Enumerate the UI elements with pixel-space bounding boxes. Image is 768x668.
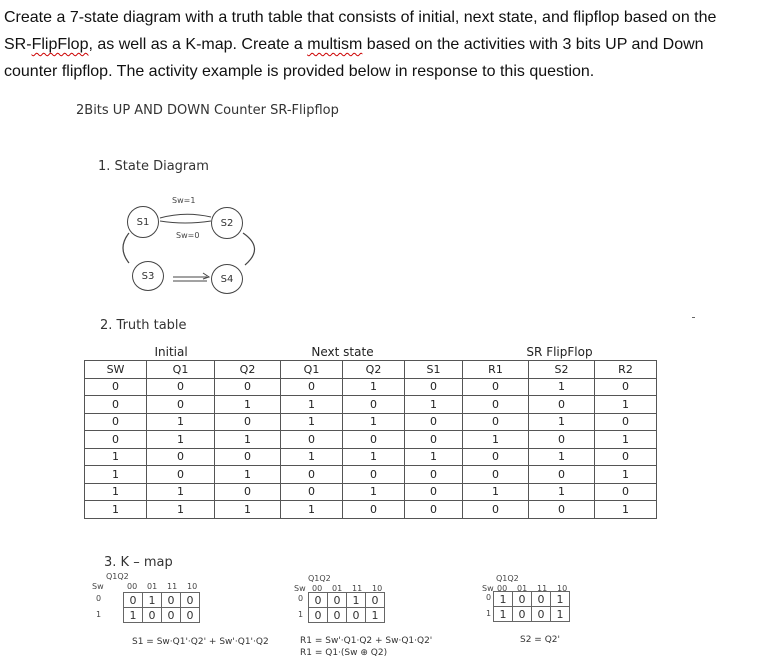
truth-table-cell: 0 <box>215 483 281 501</box>
truth-table-cell: 1 <box>215 396 281 414</box>
truth-table-row <box>85 501 657 519</box>
truth-table-header-cell: Q2 <box>343 361 405 379</box>
kmap-corner-top: Q1Q2 <box>106 572 129 581</box>
kmap-cell: 0 <box>532 607 551 622</box>
kmap-row-label: 0 <box>96 594 102 603</box>
state-s3: S3 <box>132 261 164 291</box>
truth-table-cell: 0 <box>85 378 147 396</box>
kmap-grid <box>308 592 385 623</box>
kmap-cell: 1 <box>551 592 570 607</box>
kmap-col-label: 00 <box>497 584 508 593</box>
kmap-cell: 0 <box>309 593 328 608</box>
truth-table-cell: 1 <box>281 448 343 466</box>
kmap-cell: 0 <box>328 593 347 608</box>
truth-table-cell: 1 <box>85 483 147 501</box>
truth-table-cell: 1 <box>85 501 147 519</box>
state-s1: S1 <box>127 206 159 238</box>
kmap-row <box>494 592 570 607</box>
truth-table-cell: 0 <box>215 378 281 396</box>
document-title: 2Bits UP AND DOWN Counter SR-Flipflop <box>76 103 339 118</box>
kmap-cell: 1 <box>494 592 513 607</box>
truth-table-cell: 0 <box>215 448 281 466</box>
truth-table-cell: 1 <box>147 431 215 449</box>
truth-table-cell: 1 <box>595 431 657 449</box>
truth-table-cell: 0 <box>343 501 405 519</box>
kmap-cell: 0 <box>366 593 385 608</box>
kmap-corner-left: Sw <box>482 584 494 593</box>
kmap-cell: 0 <box>513 592 532 607</box>
truth-table-cell: 0 <box>595 413 657 431</box>
kmap-cell: 1 <box>494 607 513 622</box>
truth-table-header-cell: S2 <box>529 361 595 379</box>
truth-table-cell: 0 <box>463 466 529 484</box>
truth-table-cell: 0 <box>343 431 405 449</box>
truth-table-cell: 0 <box>281 431 343 449</box>
truth-table-cell: 0 <box>281 483 343 501</box>
kmap-col-label: 11 <box>352 584 363 593</box>
kmap-row <box>494 607 570 622</box>
truth-table-cell: 1 <box>405 448 463 466</box>
truth-table-row <box>85 448 657 466</box>
kmap-row-label: 0 <box>298 594 304 603</box>
kmap-col-label: 00 <box>127 582 138 591</box>
truth-table-cell: 1 <box>281 501 343 519</box>
kmap-col-label: 10 <box>557 584 568 593</box>
truth-table-cell: 0 <box>405 431 463 449</box>
truth-table-row <box>85 396 657 414</box>
truth-table-cell: 0 <box>147 466 215 484</box>
section-state-diagram: 1. State Diagram <box>98 159 209 174</box>
kmap-r1-equation-simplified: R1 = Q1·(Sw ⊕ Q2) <box>300 648 388 658</box>
kmap-col-label: 10 <box>372 584 383 593</box>
truth-table-header-cell: SW <box>85 361 147 379</box>
kmap-cell: 0 <box>532 592 551 607</box>
transition-label-up: Sw=1 <box>172 196 196 205</box>
question-line-2: SR-FlipFlop, as well as a K-map. Create a multism based on the activities with 3 bits UP and Down <box>4 36 704 53</box>
kmap-row <box>124 608 200 623</box>
truth-table-cell: 1 <box>215 431 281 449</box>
kmap-r1-equation: R1 = Sw'·Q1·Q2 + Sw·Q1·Q2' <box>300 636 433 646</box>
question-line-3: counter flipflop. The activity example is provided below in response to this question. <box>4 63 595 80</box>
truth-table-header-cell: S1 <box>405 361 463 379</box>
question-text <box>4 4 764 85</box>
truth-table-cell: 0 <box>463 413 529 431</box>
truth-table-cell: 1 <box>405 396 463 414</box>
truth-table-cell: 0 <box>147 378 215 396</box>
truth-table-row <box>85 413 657 431</box>
truth-table-cell: 0 <box>405 466 463 484</box>
truth-table-cell: 0 <box>529 431 595 449</box>
kmap-row-label: 1 <box>96 610 102 619</box>
truth-table-group-row <box>85 344 657 361</box>
truth-table-cell: 0 <box>215 413 281 431</box>
kmap-row-label: 1 <box>298 610 304 619</box>
truth-table-cell: 1 <box>463 431 529 449</box>
truth-table-cell: 0 <box>147 396 215 414</box>
kmap-cell: 0 <box>309 608 328 623</box>
kmap-corner-left: Sw <box>294 584 306 593</box>
kmap-cell: 0 <box>162 608 181 623</box>
kmap-cell: 1 <box>551 607 570 622</box>
kmap-col-label: 10 <box>187 582 198 591</box>
kmap-row <box>124 593 200 608</box>
truth-table-header-cell: Q1 <box>147 361 215 379</box>
truth-table-cell: 1 <box>343 413 405 431</box>
truth-table-cell: 1 <box>147 413 215 431</box>
group-initial: Initial <box>147 344 281 361</box>
kmap-row <box>309 593 385 608</box>
kmap-corner-left: Sw <box>92 582 104 591</box>
transition-label-down: Sw=0 <box>176 231 200 240</box>
group-sr-flipflop: SR FlipFlop <box>463 344 657 361</box>
truth-table-cell: 0 <box>405 378 463 396</box>
truth-table-cell: 1 <box>529 483 595 501</box>
truth-table-cell: 0 <box>595 448 657 466</box>
truth-table-cell: 0 <box>595 378 657 396</box>
kmap-col-label: 11 <box>167 582 178 591</box>
truth-table-cell: 0 <box>85 413 147 431</box>
truth-table-cell: 0 <box>529 501 595 519</box>
kmap-row-label: 1 <box>486 609 492 618</box>
truth-table-cell: 1 <box>281 413 343 431</box>
question-line-1: Create a 7-state diagram with a truth table that consists of initial, next state, and flipflop based on the <box>4 9 717 26</box>
truth-table-cell: 0 <box>463 396 529 414</box>
truth-table-cell: 0 <box>405 413 463 431</box>
truth-table-cell: 1 <box>595 501 657 519</box>
truth-table-cell: 1 <box>343 483 405 501</box>
truth-table-cell: 1 <box>529 448 595 466</box>
kmap-cell: 1 <box>366 608 385 623</box>
truth-table-cell: 1 <box>85 448 147 466</box>
kmap-cell: 1 <box>143 593 162 608</box>
kmap-s2-equation: S2 = Q2' <box>520 635 560 645</box>
truth-table-cell: 1 <box>595 466 657 484</box>
kmap-cell: 0 <box>328 608 347 623</box>
truth-table-cell: 1 <box>215 466 281 484</box>
section-truth-table: 2. Truth table <box>100 318 187 333</box>
truth-table-row <box>85 431 657 449</box>
kmap-row <box>309 608 385 623</box>
truth-table-cell: 1 <box>215 501 281 519</box>
state-s4: S4 <box>211 264 243 294</box>
truth-table-cell: 1 <box>281 396 343 414</box>
truth-table-cell: 0 <box>463 501 529 519</box>
state-s2: S2 <box>211 207 243 239</box>
kmap-col-label: 01 <box>147 582 158 591</box>
kmap-cell: 0 <box>181 608 200 623</box>
stray-mark <box>692 317 695 318</box>
kmap-cell: 1 <box>347 593 366 608</box>
truth-table-row <box>85 378 657 396</box>
truth-table-cell: 1 <box>147 483 215 501</box>
kmap-s1-equation: S1 = Sw·Q1'·Q2' + Sw'·Q1'·Q2 <box>132 637 269 647</box>
truth-table-cell: 1 <box>147 501 215 519</box>
kmap-cell: 1 <box>124 608 143 623</box>
kmap-col-label: 11 <box>537 584 548 593</box>
truth-table-header-cell: Q1 <box>281 361 343 379</box>
truth-table-header <box>85 361 657 379</box>
kmap-grid <box>123 592 200 623</box>
truth-table-header-cell: R2 <box>595 361 657 379</box>
truth-table-cell: 0 <box>147 448 215 466</box>
truth-table-cell: 0 <box>595 483 657 501</box>
truth-table-cell: 0 <box>85 396 147 414</box>
truth-table-cell: 1 <box>343 448 405 466</box>
truth-table-cell: 0 <box>343 396 405 414</box>
truth-table-cell: 1 <box>85 466 147 484</box>
truth-table-header-cell: R1 <box>463 361 529 379</box>
truth-table-header-cell: Q2 <box>215 361 281 379</box>
truth-table-cell: 1 <box>595 396 657 414</box>
truth-table <box>84 344 657 519</box>
kmap-col-label: 01 <box>332 584 343 593</box>
truth-table-cell: 1 <box>529 413 595 431</box>
kmap-cell: 0 <box>124 593 143 608</box>
truth-table-cell: 0 <box>529 396 595 414</box>
kmap-row-label: 0 <box>486 593 492 602</box>
group-next-state: Next state <box>281 344 405 361</box>
truth-table-cell: 1 <box>463 483 529 501</box>
truth-table-row <box>85 483 657 501</box>
misspelled-word: FlipFlop <box>31 36 89 53</box>
misspelled-word: multism <box>307 36 363 53</box>
kmap-grid <box>493 591 570 622</box>
truth-table-cell: 0 <box>405 483 463 501</box>
truth-table-cell: 1 <box>529 378 595 396</box>
kmap-cell: 0 <box>143 608 162 623</box>
truth-table-cell: 0 <box>529 466 595 484</box>
section-kmap: 3. K – map <box>104 555 173 570</box>
truth-table-cell: 0 <box>281 378 343 396</box>
kmap-cell: 0 <box>347 608 366 623</box>
kmap-col-label: 00 <box>312 584 323 593</box>
truth-table-cell: 0 <box>463 378 529 396</box>
truth-table-cell: 0 <box>343 466 405 484</box>
truth-table-cell: 0 <box>405 501 463 519</box>
kmap-corner-top: Q1Q2 <box>308 574 331 583</box>
truth-table-cell: 0 <box>281 466 343 484</box>
kmap-corner-top: Q1Q2 <box>496 574 519 583</box>
kmap-col-label: 01 <box>517 584 528 593</box>
truth-table-cell: 0 <box>85 431 147 449</box>
truth-table-cell: 1 <box>343 378 405 396</box>
kmap-cell: 0 <box>162 593 181 608</box>
kmap-cell: 0 <box>513 607 532 622</box>
truth-table-cell: 0 <box>463 448 529 466</box>
truth-table-row <box>85 466 657 484</box>
kmap-cell: 0 <box>181 593 200 608</box>
